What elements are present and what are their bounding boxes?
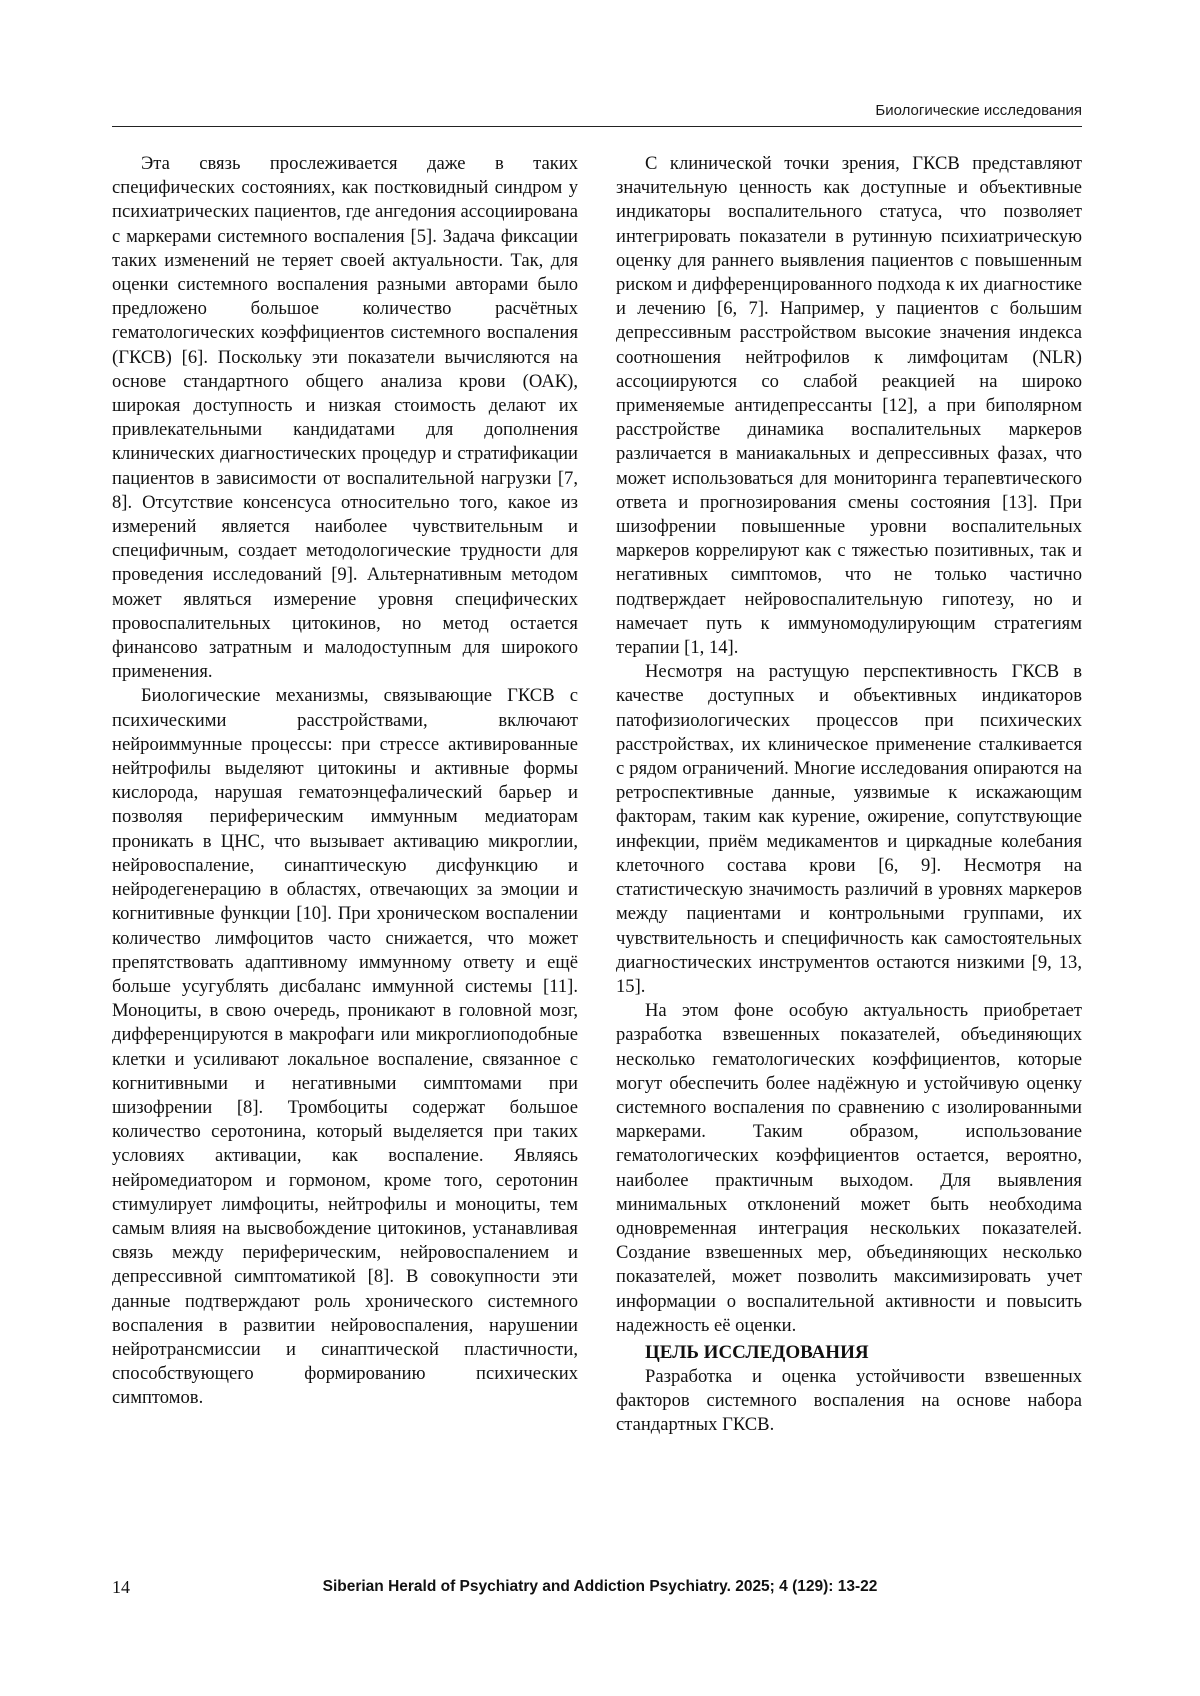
header-divider	[112, 126, 1082, 127]
journal-citation: Siberian Herald of Psychiatry and Addiction Psychiatry. 2025; 4 (129): 13-22	[322, 1578, 878, 1595]
body-paragraph: Биологические механизмы, связывающие ГКСВ с психическими расстройствами, включают нейроиммунные процессы: при стрессе активированные нейтрофилы выделяют цитокины и активные формы кислорода, нарушая гематоэнцефалический барьер и позволяя периферическим иммунным медиаторам проникать в ЦНС, что вызывает активацию микроглии, нейровоспаление, синаптическую дисфункцию и нейродегенерацию в областях, отвечающих за эмоции и когнитивные функции [10]. При хроническом воспалении количество лимфоцитов часто снижается, что может препятствовать адаптивному иммунному ответу и ещё больше усугублять дисбаланс иммунной системы [11]. Моноциты, в свою очередь, проникают в головной мозг, дифференцируются в макрофаги или микроглиоподобные клетки и усиливают локальное воспаление, связанное с когнитивными и негативными симптомами при шизофрении [8]. Тромбоциты содержат большое количество серотонина, который выделяется при таких условиях активации, как воспаление. Являясь нейромедиатором и гормоном, кроме того, серотонин стимулирует лимфоциты, нейтрофилы и моноциты, тем самым влияя на высвобождение цитокинов, устанавливая связь между периферическим, нейровоспалением и депрессивной симптоматикой [8]. В совокупности эти данные подтверждают роль хронического системного воспаления в развитии нейровоспаления, нарушении нейротрансмиссии и синаптической пластичности, способствующего формированию психических симптомов.	[112, 685, 578, 1409]
body-paragraph: С клинической точки зрения, ГКСВ представляют значительную ценность как доступные и объективные индикаторы воспалительного статуса, что позволяет интегрировать показатели в рутинную психиатрическую оценку для раннего выявления пациентов с повышенным риском и дифференцированного подхода к их диагностике и лечению [6, 7]. Например, у пациентов с большим депрессивным расстройством высокие значения индекса соотношения нейтрофилов к лимфоцитам (NLR) ассоциируются со слабой реакцией на широко применяемые антидепрессанты [12], а при биполярном расстройстве динамика воспалительных маркеров различается в маниакальных и депрессивных фазах, что может использоваться для мониторинга терапевтического ответа и прогнозирования смены состояния [13]. При шизофрении повышенные уровни воспалительных маркеров коррелируют как с тяжестью позитивных, так и негативных симптомов, что не только частично подтверждает нейровоспалительную гипотезу, но и намечает путь к иммуномодулирующим стратегиям терапии [1, 14].	[616, 153, 1082, 659]
section-heading-aim: ЦЕЛЬ ИССЛЕДОВАНИЯ	[645, 1341, 869, 1363]
aim-paragraph: Разработка и оценка устойчивости взвешенных факторов системного воспаления на основе набора стандартных ГКСВ.	[616, 1365, 1082, 1436]
page-number: 14	[112, 1577, 130, 1597]
running-header-section: Биологические исследования	[875, 102, 1082, 119]
right-column	[616, 152, 1082, 1438]
body-paragraph: Несмотря на растущую перспективность ГКСВ в качестве доступных и объективных индикаторов патофизиологических процессов при психических расстройствах, их клиническое применение сталкивается с рядом ограничений. Многие исследования опираются на ретроспективные данные, уязвимые к искажающим факторам, таким как курение, ожирение, сопутствующие инфекции, приём медикаментов и циркадные колебания клеточного состава крови [6, 9]. Несмотря на статистическую значимость различий в уровнях маркеров между пациентами и контрольными группами, их чувствительность и специфичность как самостоятельных диагностических инструментов остаются низкими [9, 13, 15].	[616, 661, 1082, 997]
body-paragraph: На этом фоне особую актуальность приобретает разработка взвешенных показателей, объединяющих несколько гематологических коэффициентов, которые могут обеспечить более надёжную и устойчивую оценку системного воспаления по сравнению с изолированными маркерами. Таким образом, использование гематологических коэффициентов остается, вероятно, наиболее практичным выходом. Для выявления минимальных отклонений может быть необходима одновременная интеграция нескольких показателей. Создание взвешенных мер, объединяющих несколько показателей, может позволить максимизировать учет информации о воспалительной активности и повысить надежность её оценки.	[616, 1000, 1082, 1336]
left-column	[112, 152, 578, 1411]
body-paragraph: Эта связь прослеживается даже в таких специфических состояниях, как постковидный синдром у психиатрических пациентов, где ангедония ассоциирована с маркерами системного воспаления [5]. Задача фиксации таких изменений не теряет своей актуальности. Так, для оценки системного воспаления разными авторами было предложено большое количество расчётных гематологических коэффициентов системного воспаления (ГКСВ) [6]. Поскольку эти показатели вычисляются на основе стандартного общего анализа крови (ОАК), широкая доступность и низкая стоимость делают их привлекательными кандидатами для дополнения клинических диагностических процедур и стратификации пациентов в зависимости от воспалительной нагрузки [7, 8]. Отсутствие консенсуса относительно того, какое из измерений является наиболее чувствительным и специфичным, создает методологические трудности для проведения исследований [9]. Альтернативным методом может являться измерение уровня специфических провоспалительных цитокинов, но метод остается финансово затратным и малодоступным для широкого применения.	[112, 153, 578, 683]
